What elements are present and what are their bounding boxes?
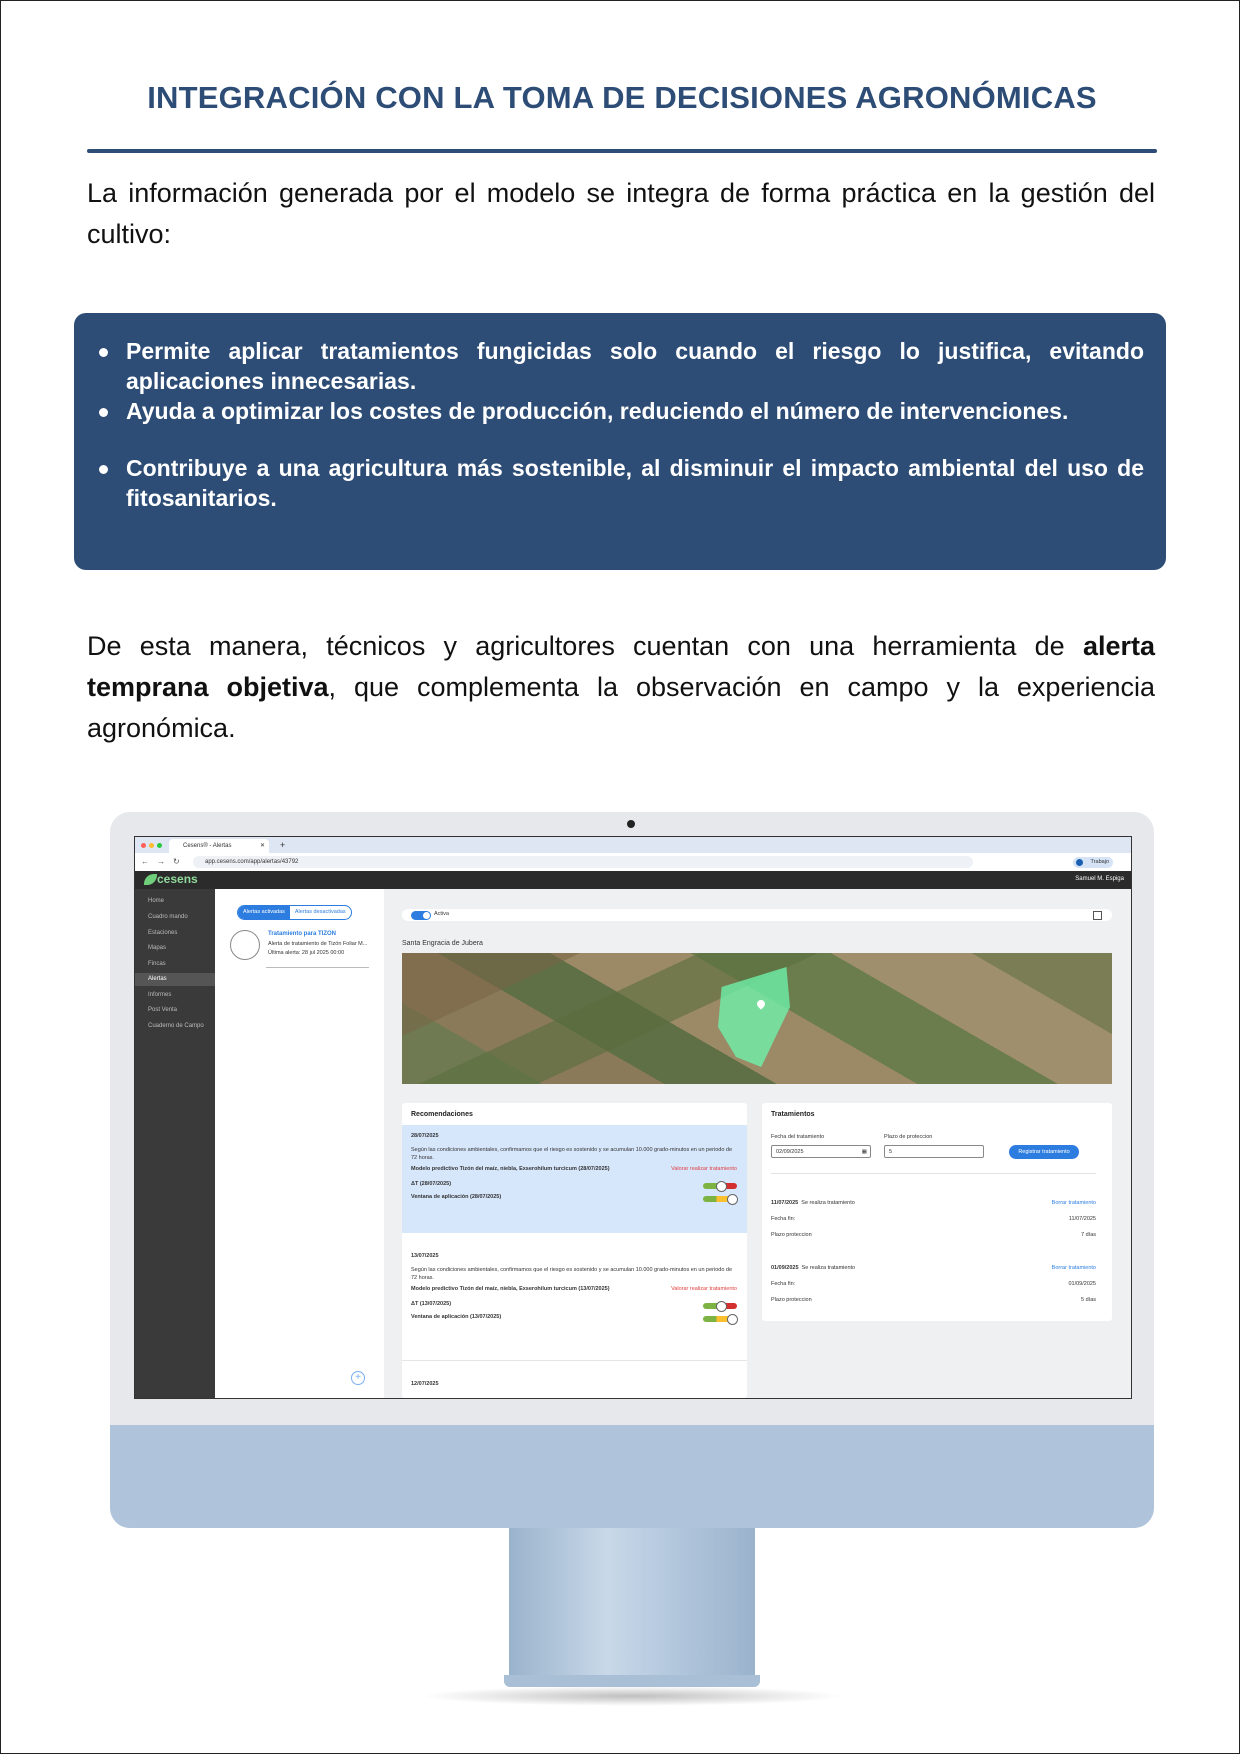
treatment-date: 01/09/2025	[771, 1265, 799, 1271]
calendar-icon[interactable]: ▦	[861, 1149, 867, 1155]
recommendation-item	[402, 1125, 747, 1233]
page-title: INTEGRACIÓN CON LA TOMA DE DECISIONES AGRONÓMICAS	[147, 80, 1097, 115]
rec-dt: ΔT (13/07/2025)	[411, 1301, 452, 1307]
sidebar-item-home[interactable]: Home	[148, 898, 165, 904]
sidebar-item-alertas[interactable]: Alertas	[135, 973, 215, 986]
maximize-icon[interactable]	[157, 843, 162, 848]
indicator-knob	[727, 1314, 738, 1325]
protection-value: 5 días	[1081, 1297, 1096, 1303]
date-value: 02/09/2025	[776, 1149, 804, 1155]
active-toggle[interactable]	[411, 911, 431, 920]
parcel-highlight[interactable]	[718, 967, 790, 1067]
protection-label: Plazo proteccion	[771, 1232, 812, 1238]
alert-description: Alerta de tratamiento de Tizón Foliar M...	[268, 941, 368, 947]
treatment-status: Se realiza tratamiento	[801, 1200, 855, 1206]
window-indicator	[703, 1196, 737, 1202]
sidebar-item-mapas[interactable]: Mapas	[148, 945, 167, 951]
rec-window: Ventana de aplicación (28/07/2025)	[411, 1194, 502, 1200]
benefits-box	[74, 313, 1166, 570]
camera-icon	[627, 820, 635, 828]
close-tab-icon[interactable]: ✕	[259, 843, 265, 849]
indicator-knob	[727, 1194, 738, 1205]
alerts-toggle-group	[237, 905, 352, 920]
address-bar	[135, 853, 1131, 872]
monitor-shadow	[420, 1686, 844, 1706]
conclusion-paragraph	[87, 626, 1155, 749]
close-icon[interactable]	[141, 843, 146, 848]
window-indicator	[703, 1316, 737, 1322]
tab-alertas-activadas[interactable]: Alertas activadas	[238, 906, 290, 919]
forward-icon[interactable]: →	[157, 857, 165, 866]
recommendation-item	[402, 1233, 747, 1373]
sidebar-item-estaciones[interactable]: Estaciones	[148, 930, 178, 936]
treatments-title: Tratamientos	[771, 1111, 815, 1118]
url-field[interactable]: app.cesens.com/app/alertas/43792	[193, 856, 973, 868]
reload-icon[interactable]: ↻	[173, 857, 180, 866]
browser-tabbar	[135, 837, 1131, 853]
profile-button[interactable]	[1073, 857, 1113, 868]
toggle-label: Activa	[434, 911, 449, 917]
leaf-logo-icon	[144, 874, 157, 885]
sidebar-item-post-venta[interactable]: Post Venta	[148, 1007, 178, 1013]
rec-window: Ventana de aplicación (13/07/2025)	[411, 1314, 502, 1320]
minimize-icon[interactable]	[149, 843, 154, 848]
treatment-row	[771, 1216, 1096, 1222]
treatment-row	[771, 1232, 1096, 1238]
sidebar-item-cuaderno[interactable]: Cuaderno de Campo	[148, 1023, 204, 1029]
treatment-row	[771, 1265, 1096, 1271]
recommendations-title: Recomendaciones	[411, 1111, 473, 1118]
rec-action-link[interactable]: Valorar realizar tratamiento	[671, 1286, 737, 1292]
rec-dt: ΔT (28/07/2025)	[411, 1181, 452, 1187]
alerts-panel	[215, 889, 385, 1398]
location-name: Santa Engracia de Jubera	[402, 940, 483, 947]
divider	[771, 1173, 1096, 1174]
divider	[266, 967, 369, 968]
protection-period-input[interactable]: 5	[884, 1145, 984, 1158]
register-treatment-button[interactable]: Registrar tratamiento	[1009, 1145, 1079, 1159]
rec-text: Según las condiciones ambientales, confirmamos que el riesgo es sostenido y se acumulan 10.000 grado-minutos en un periodo de 72 horas.	[411, 1147, 733, 1161]
monitor-stand	[509, 1528, 755, 1678]
sidebar-item-fincas[interactable]: Fincas	[148, 961, 166, 967]
delete-treatment-link[interactable]: Borrar tratamiento	[1051, 1265, 1096, 1271]
back-icon[interactable]: ←	[141, 857, 149, 866]
sidebar-item-cuadro-mando[interactable]: Cuadro mando	[148, 914, 188, 920]
rec-model: Modelo predictivo Tizón del maíz, niebla, Exserohilum turcicum (28/07/2025)	[411, 1166, 610, 1172]
rec-model: Modelo predictivo Tizón del maíz, niebla, Exserohilum turcicum (13/07/2025)	[411, 1286, 610, 1292]
date-label: Fecha del tratamiento	[771, 1134, 825, 1140]
benefit-item: Ayuda a optimizar los costes de producción, reduciendo el número de intervenciones.	[126, 396, 1144, 426]
monitor-chin	[110, 1425, 1154, 1528]
treatment-row	[771, 1200, 1096, 1206]
indicator-knob	[716, 1181, 727, 1192]
rec-action-link[interactable]: Valorar realizar tratamiento	[671, 1166, 737, 1172]
add-alert-button[interactable]: +	[351, 1371, 365, 1385]
intro-text: La información generada por el modelo se integra de forma práctica en la gestión del cultivo:	[87, 178, 1155, 249]
treatment-row	[771, 1281, 1096, 1287]
open-external-icon[interactable]	[1093, 911, 1102, 920]
sidebar	[135, 889, 215, 1398]
alert-detail	[384, 889, 1131, 1398]
browser-tab[interactable]	[169, 839, 269, 853]
benefit-item: Permite aplicar tratamientos fungicidas solo cuando el riesgo lo justifica, evitando aplicaciones innecesarias.	[126, 338, 1144, 394]
conclusion-text: De esta manera, técnicos y agricultores cuentan con una herramienta de	[87, 631, 1083, 661]
new-tab-icon[interactable]: +	[280, 840, 286, 850]
indicator-knob	[716, 1301, 727, 1312]
title-divider	[87, 149, 1157, 153]
treatment-date: 11/07/2025	[771, 1200, 799, 1206]
treatment-date-input[interactable]	[771, 1145, 871, 1158]
period-label: Plazo de proteccion	[884, 1134, 933, 1140]
status-bar	[402, 909, 1112, 921]
protection-value: 7 días	[1081, 1232, 1096, 1238]
avatar	[1076, 859, 1083, 866]
delete-treatment-link[interactable]: Borrar tratamiento	[1051, 1200, 1096, 1206]
app-screenshot	[134, 836, 1132, 1399]
app-header	[135, 871, 1131, 889]
rec-date: 28/07/2025	[411, 1133, 439, 1139]
end-label: Fecha fin:	[771, 1281, 796, 1287]
treatments-card	[762, 1103, 1112, 1321]
dt-indicator	[703, 1303, 737, 1309]
logo: cesens	[157, 872, 198, 886]
satellite-map[interactable]	[402, 953, 1112, 1084]
alert-title[interactable]: Tratamiento para TIZON	[268, 931, 337, 937]
rec-date: 12/07/2025	[411, 1381, 439, 1387]
profile-label: Trabajo	[1090, 859, 1109, 865]
tab-title: Cesens® - Alertas	[183, 843, 232, 849]
treatment-status: Se realiza tratamiento	[801, 1265, 856, 1271]
end-value: 11/07/2025	[1068, 1216, 1096, 1222]
alert-last: Última alerta: 28 jul 2025 00:00	[268, 950, 345, 956]
conclusion-text-end: , que complementa la observación en campo y la experiencia agronómica.	[87, 672, 1155, 743]
tab-alertas-desactivadas[interactable]: Alertas desactivadas	[294, 909, 346, 915]
end-value: 01/09/2025	[1068, 1281, 1096, 1287]
rec-text: Según las condiciones ambientales, confirmamos que el riesgo es sostenido y se acumulan 10.000 grado-minutos en un periodo de 72 horas.	[411, 1267, 733, 1281]
user-name[interactable]: Samuel M. Espiga	[1075, 876, 1124, 882]
benefit-item: Contribuye a una agricultura más sostenible, al disminuir el impacto ambiental del uso de fitosanitarios.	[126, 455, 1144, 511]
dt-indicator	[703, 1183, 737, 1189]
treatment-row	[771, 1297, 1096, 1303]
protection-label: Plazo proteccion	[771, 1297, 812, 1303]
sidebar-item-informes[interactable]: Informes	[148, 992, 172, 998]
leaf-alert-icon	[230, 930, 260, 960]
conclusion-emphasis: alerta temprana objetiva	[87, 631, 1155, 702]
rec-date: 13/07/2025	[411, 1253, 439, 1259]
divider	[402, 1360, 747, 1361]
end-label: Fecha fin:	[771, 1216, 796, 1222]
recommendations-card	[402, 1103, 747, 1398]
